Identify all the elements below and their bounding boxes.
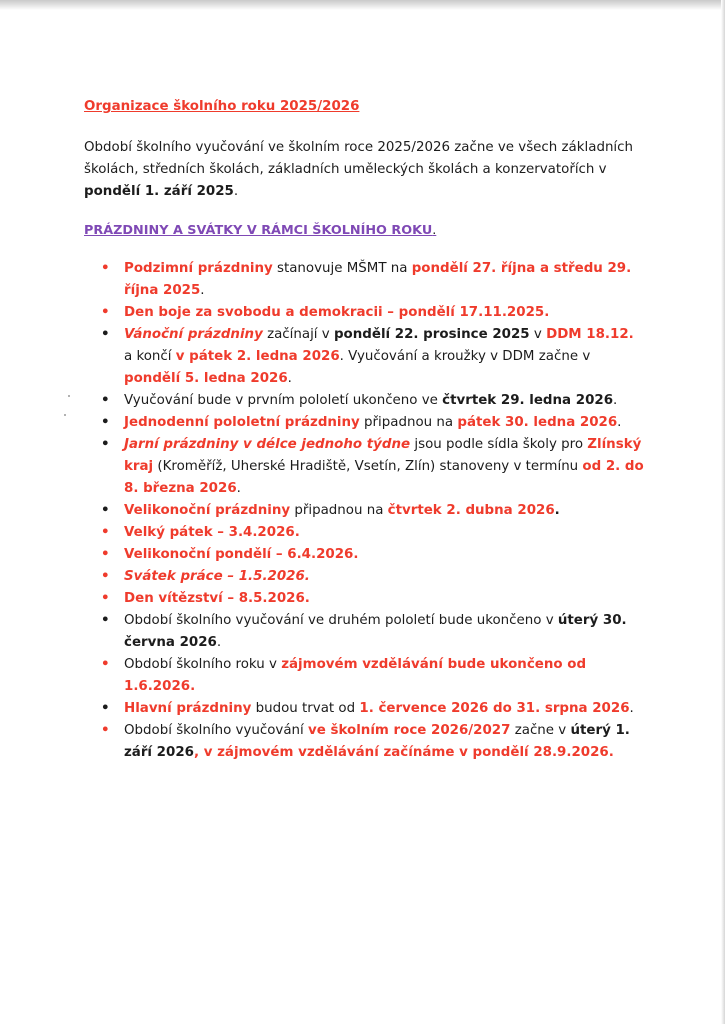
list-item-text: Den boje za svobodu a demokracii – pondělí 17.11.2025.	[124, 305, 550, 320]
bullet-icon: •	[101, 415, 110, 430]
list-item-text: 1. července 2026 do 31. srpna 2026	[359, 701, 630, 716]
list-item-text: Vánoční prázdniny	[124, 327, 263, 342]
list-item-text: ve školním roce 2026/2027	[308, 723, 511, 738]
list-item	[101, 566, 644, 588]
list-item-text: .	[613, 393, 618, 408]
list-item-text: pátek 30. ledna 2026	[457, 415, 618, 430]
list-item-text: Velikonoční prázdniny	[124, 503, 291, 518]
list-item-text: pondělí 22. prosince 2025	[333, 327, 530, 342]
bullet-icon: •	[101, 525, 110, 540]
list-item-text: Den vítězství – 8.5.2026.	[124, 591, 310, 606]
bullet-icon: •	[101, 547, 110, 562]
list-item-text: Jednodenní pololetní prázdniny	[124, 415, 360, 430]
list-item-text: čtvrtek 29. ledna 2026	[442, 393, 614, 408]
list-item-text: .	[629, 701, 634, 716]
list-item	[101, 434, 644, 500]
bullet-icon: •	[101, 305, 110, 320]
list-item-text: Období školního vyučování	[124, 723, 309, 738]
list-item-text: DDM 18.12.	[546, 327, 634, 342]
list-item-text: připadnou na	[359, 415, 458, 430]
intro-text: Období školního vyučování ve školním roce 2025/2026 začne ve všech základních školách, středních školách, základních uměleckých školách a konzervatořích v	[84, 140, 633, 177]
section-heading-text: PRÁZDNINY A SVÁTKY V RÁMCI ŠKOLNÍHO ROKU	[84, 223, 433, 238]
list-item-text: .	[287, 371, 292, 386]
list-item-text: pondělí 5. ledna 2026	[124, 371, 288, 386]
bullet-icon: •	[101, 437, 110, 452]
scan-edge-top	[0, 0, 725, 10]
list-item-text: Období školního roku v	[124, 657, 282, 672]
bullet-icon: •	[101, 701, 110, 716]
list-item	[101, 258, 644, 302]
list-item-text: začínají v	[262, 327, 334, 342]
list-item-text: zájmovém vzdělávání bude ukončeno od 1.6.2026.	[124, 657, 587, 694]
list-item-text: .	[617, 415, 622, 430]
list-item-text: .	[200, 283, 205, 298]
list-item-text: úterý 30. června 2026	[124, 613, 627, 650]
section-heading	[84, 220, 644, 242]
intro-date: pondělí 1. září 2025	[84, 184, 234, 199]
list-item-text: Období školního vyučování ve druhém pololetí bude ukončeno v	[124, 613, 558, 628]
list-item	[101, 412, 644, 434]
list-item	[101, 610, 644, 654]
list-item	[101, 698, 644, 720]
list-item-text: pondělí 27. října a středu 29. října 2025	[124, 261, 632, 298]
bullet-icon: •	[101, 327, 110, 342]
list-item-text: Velký pátek – 3.4.2026.	[124, 525, 300, 540]
list-item-text: od 2. do 8. března 2026	[124, 459, 644, 496]
list-item-text: v zájmovém vzdělávání začínáme v pondělí 28.9.2026.	[203, 745, 614, 760]
list-item-text: (Kroměříž, Uherské Hradiště, Vsetín, Zlín) stanoveny v termínu	[153, 459, 583, 474]
list-item-text: v pátek 2. ledna 2026	[175, 349, 340, 364]
list-item-text: a končí	[124, 349, 176, 364]
list-item-text: Jarní prázdniny v délce jednoho týdne	[124, 437, 411, 452]
list-item-text: budou trvat od	[251, 701, 360, 716]
scan-speck	[64, 414, 66, 416]
list-item-text: Zlínský kraj	[124, 437, 642, 474]
list-item-text: Vyučování bude v prvním pololetí ukončeno ve	[124, 393, 443, 408]
holiday-list	[84, 258, 644, 764]
list-item-text: .	[554, 503, 560, 518]
list-item-text: Podzimní prázdniny	[124, 261, 273, 276]
list-item-text: začne v	[510, 723, 571, 738]
bullet-icon: •	[101, 723, 110, 738]
list-item	[101, 324, 644, 390]
list-item-text: .	[236, 481, 241, 496]
list-item	[101, 720, 644, 764]
list-item-text: jsou podle sídla školy pro	[410, 437, 588, 452]
document-page	[84, 96, 644, 764]
list-item	[101, 390, 644, 412]
list-item-text: čtvrtek 2. dubna 2026	[387, 503, 555, 518]
bullet-icon: •	[101, 591, 110, 606]
intro-end: .	[233, 184, 239, 199]
bullet-icon: •	[101, 261, 110, 276]
list-item-text: ,	[193, 745, 204, 760]
list-item	[101, 654, 644, 698]
list-item	[101, 588, 644, 610]
list-item-text: v	[529, 327, 547, 342]
list-item-text: Velikonoční pondělí – 6.4.2026.	[124, 547, 359, 562]
bullet-icon: •	[101, 393, 110, 408]
bullet-icon: •	[101, 569, 110, 584]
intro-paragraph	[84, 137, 644, 203]
list-item-text: připadnou na	[290, 503, 388, 518]
list-item	[101, 522, 644, 544]
list-item-text: .	[216, 635, 222, 650]
scan-speck	[68, 395, 70, 397]
section-heading-end: .	[432, 223, 437, 238]
document-title: Organizace školního roku 2025/2026	[84, 99, 360, 114]
list-item-text: Hlavní prázdniny	[124, 701, 252, 716]
list-item	[101, 544, 644, 566]
bullet-icon: •	[101, 613, 110, 628]
list-item	[101, 302, 644, 324]
bullet-icon: •	[101, 503, 110, 518]
scan-edge-right	[721, 0, 725, 1024]
list-item-text: Svátek práce – 1.5.2026.	[124, 569, 310, 584]
list-item-text: úterý 1. září 2026	[124, 723, 630, 760]
list-item	[101, 500, 644, 522]
bullet-icon: •	[101, 657, 110, 672]
list-item-text: stanovuje MŠMT na	[272, 261, 412, 276]
list-item-text: . Vyučování a kroužky v DDM začne v	[339, 349, 591, 364]
